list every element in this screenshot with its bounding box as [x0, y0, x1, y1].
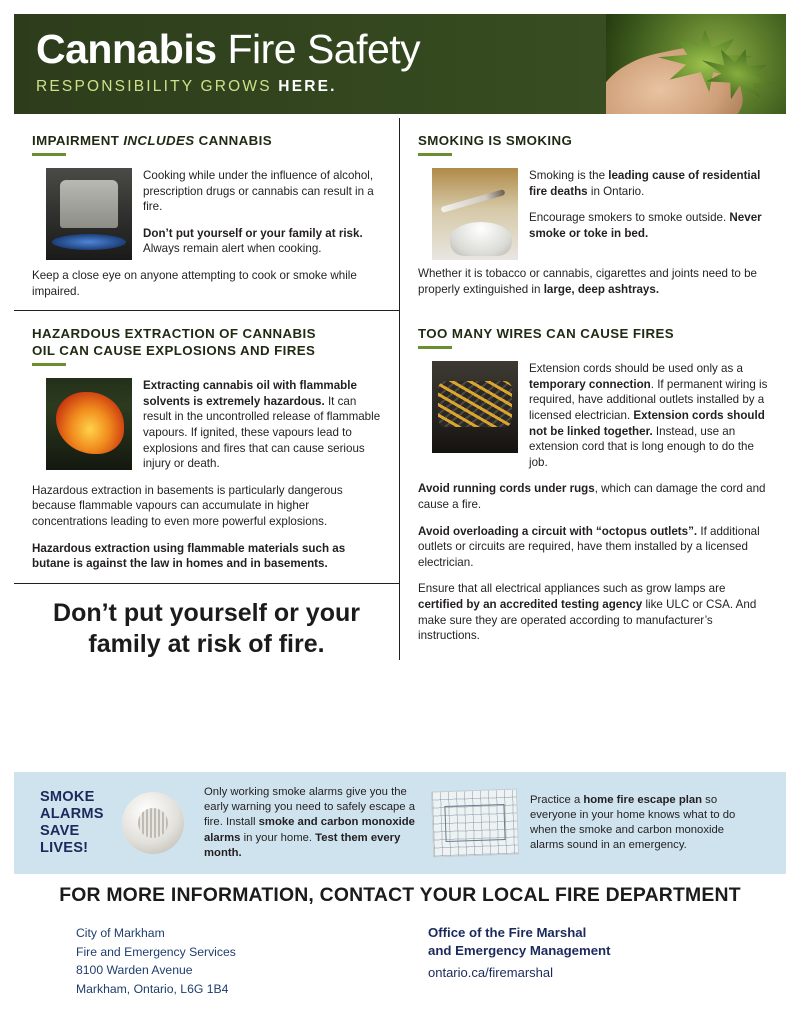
- tangled-extension-cords-photo: [432, 361, 518, 453]
- section-title-wires: TOO MANY WIRES CAN CAUSE FIRES: [418, 326, 675, 342]
- text: Only working smoke alarms give you the early warning you need to safely escape a fire. Install: [204, 785, 416, 829]
- municipal-address-block: [28, 924, 428, 998]
- section-extraction: [32, 311, 381, 572]
- band-title: SMOKE ALARMS SAVE LIVES!: [40, 789, 104, 856]
- section-wires: [418, 311, 768, 644]
- escape-plan-blueprint: [431, 789, 519, 858]
- text-bold: home fire escape plan: [583, 793, 703, 806]
- text-bold-2: Extension cords should not be linked together.: [529, 408, 765, 438]
- header-text-block: [14, 14, 606, 114]
- title-line-1: HAZARDOUS EXTRACTION OF CANNABIS: [32, 326, 316, 342]
- text: Smoking is the: [529, 169, 609, 182]
- text: Cooking while under the influence of alcohol, prescription drugs or cannabis can result in a fire.: [143, 169, 374, 214]
- footer: [14, 924, 786, 998]
- page-title-bold: Cannabis: [36, 26, 217, 72]
- text: in Ontario.: [587, 184, 645, 198]
- text: , which can damage the cord and cause a fire.: [418, 482, 766, 511]
- text-bold: Avoid running cords under rugs: [418, 482, 595, 496]
- impairment-paragraph-3: [32, 268, 381, 299]
- fire-marshal-block: [428, 924, 758, 998]
- title-part-2: CANNABIS: [194, 133, 272, 148]
- smoke-alarm-band: [14, 772, 786, 874]
- text-2: like ULC or CSA. And make sure they are operated according to manufacturer’s instructions.: [418, 597, 757, 643]
- pull-quote: Don’t put yourself or your family at risk of fire.: [53, 598, 360, 658]
- page-subtitle-bold: HERE.: [278, 78, 337, 95]
- section-title-extraction: [32, 325, 381, 359]
- cannabis-leaf-in-hand-photo: [606, 14, 786, 114]
- title-underline-rule: [32, 153, 66, 156]
- text-bold: Extracting cannabis oil with flammable solvents is extremely hazardous.: [143, 379, 357, 408]
- address-line-1: City of Markham: [76, 926, 165, 940]
- section-smoking: [418, 132, 768, 297]
- ofm-url[interactable]: ontario.ca/firemarshal: [428, 965, 553, 980]
- text: Encourage smokers to smoke outside.: [529, 211, 730, 225]
- text-bold: Never smoke or toke in bed.: [529, 211, 762, 240]
- text-bold: leading cause of residential fire deaths: [529, 169, 761, 198]
- text-bold: smoke and carbon monoxide alarms: [204, 816, 415, 844]
- text-bold: certified by an accredited testing agency: [418, 597, 643, 611]
- ofm-line-1: Office of the Fire Marshal: [428, 925, 587, 940]
- text-bold: Avoid overloading a circuit with “octopus outlets”.: [418, 524, 698, 538]
- page-subtitle: [36, 78, 606, 96]
- text-bold: temporary connection: [529, 377, 651, 391]
- text: Hazardous extraction in basements is particularly dangerous because flammable vapours can accumulate in higher concentrations leading to even more powerful explosions.: [32, 483, 343, 528]
- right-column: [400, 118, 786, 660]
- left-column: [14, 118, 400, 660]
- band-paragraph-1: [204, 785, 420, 861]
- address-line-2: Fire and Emergency Services: [76, 944, 236, 959]
- title-part-italic: INCLUDES: [123, 133, 195, 148]
- text: Keep a close eye on anyone attempting to cook or smoke while impaired.: [32, 268, 357, 298]
- wires-paragraph-3: [418, 524, 768, 571]
- band-paragraph-2: [530, 793, 738, 854]
- text-bold: large, deep ashtrays.: [543, 282, 660, 296]
- stove-cooking-photo: [46, 168, 132, 260]
- wires-paragraph-4: [418, 581, 768, 643]
- wires-paragraph-2: [418, 481, 768, 512]
- poster-header: [14, 14, 786, 114]
- text: Extension cords should be used only as a: [529, 362, 743, 376]
- main-content: [14, 118, 786, 660]
- text-bold: Don’t put yourself or your family at risk.: [143, 226, 363, 240]
- text: . If permanent wiring is required, have additional outlets installed by a licensed electrician.: [529, 377, 768, 422]
- extraction-paragraph-3: [32, 541, 381, 572]
- text-bold-2: Test them every month.: [204, 831, 401, 859]
- text: Practice a: [530, 793, 584, 806]
- title-line-2: OIL CAN CAUSE EXPLOSIONS AND FIRES: [32, 343, 316, 359]
- text: Ensure that all electrical appliances such as grow lamps are: [418, 582, 726, 596]
- section-title-smoking: SMOKING IS SMOKING: [418, 133, 573, 148]
- band-column-1: [192, 785, 432, 861]
- title-part-1: IMPAIRMENT: [32, 133, 124, 148]
- section-title-impairment: [32, 132, 381, 149]
- title-underline-rule: [32, 363, 66, 366]
- house-fire-photo: [46, 378, 132, 470]
- text: Always remain alert when cooking.: [143, 242, 322, 256]
- address-line-4: Markham, Ontario, L6G 1B4: [76, 981, 229, 996]
- text-2: Instead, use an extension cord that is long enough to do the job.: [529, 424, 754, 469]
- text: It can result in the uncontrolled release of flammable vapours. If ignited, these vapours lead to explosions and fires that can cause serious injury or death.: [143, 394, 381, 471]
- page-subtitle-prefix: RESPONSIBILITY GROWS: [36, 78, 279, 95]
- text-bold: Hazardous extraction using flammable materials such as butane is against the law in homes and in basements.: [32, 541, 346, 571]
- text: If additional outlets or circuits are required, have them installed by a licensed electrician.: [418, 524, 760, 569]
- footer-banner: FOR MORE INFORMATION, CONTACT YOUR LOCAL FIRE DEPARTMENT: [59, 884, 741, 906]
- text: Whether it is tobacco or cannabis, cigarettes and joints need to be properly extinguished in: [418, 267, 757, 296]
- smoke-alarm-photo: [122, 792, 184, 854]
- text-2: so everyone in your home knows what to do when the smoke and carbon monoxide alarms sound in an emergency.: [530, 793, 736, 852]
- band-column-2: [518, 793, 750, 854]
- page-title-rest: Fire Safety: [216, 26, 421, 72]
- ofm-line-2: and Emergency Management: [428, 943, 611, 958]
- cigarette-ashtray-photo: [432, 168, 518, 260]
- text-2: in your home.: [240, 831, 316, 844]
- section-impairment: [32, 132, 381, 299]
- address-line-3: 8100 Warden Avenue: [76, 963, 193, 977]
- title-underline-rule: [418, 153, 452, 156]
- page-title: [36, 26, 606, 72]
- title-underline-rule: [418, 346, 452, 349]
- smoking-paragraph-3: [418, 266, 768, 297]
- extraction-paragraph-2: [32, 483, 381, 530]
